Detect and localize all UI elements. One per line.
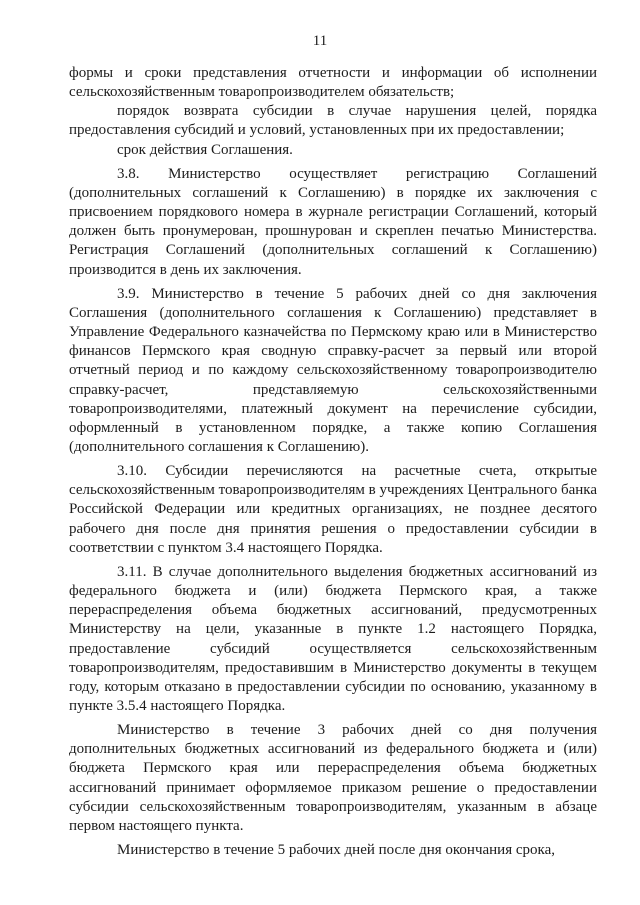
paragraph-reporting-forms: формы и сроки представления отчетности и информации об исполнении сельскохозяйственным товаропроизводителем обязательств; <box>69 65 597 101</box>
document-body <box>69 64 597 860</box>
paragraph-3-10: 3.10. Субсидии перечисляются на расчетные счета, открытые сельскохозяйственным товаропроизводителям в учреждениях Центрального банка Российской Федерации или кредитных организациях, не позднее десятого рабочего дня после дня принятия решения о предоставлении субсидии в соответствии с пунктом 3.4 настоящего Порядка. <box>69 463 597 556</box>
paragraph-3-11-ministry-decision: Министерство в течение 3 рабочих дней со дня получения дополнительных бюджетных ассигнований из федерального бюджета и (или) бюджета Пермского края или перераспределения объема бюджетных ассигнований принимает оформляемое приказом решение о предоставлении субсидии сельскохозяйственным товаропроизводителям, указанным в абзаце первом настоящего пункта. <box>69 722 597 834</box>
paragraph-return-procedure: порядок возврата субсидии в случае нарушения целей, порядка предоставления субсидий и условий, установленных при их предоставлении; <box>69 103 597 139</box>
paragraph-3-9: 3.9. Министерство в течение 5 рабочих дней со дня заключения Соглашения (дополнительного соглашения к Соглашению) представляет в Управление Федерального казначейства по Пермскому краю или в Министерство финансов Пермского края сводную справку-расчет за первый или второй отчетный период и по каждому сельскохозяйственному товаропроизводителю справку-расчет, представляемую сельскохозяйственными товаропроизводителями, платежный документ на перечисление субсидии, оформленный в установленном порядке, а также копию Соглашения (дополнительного соглашения к Соглашению). <box>69 285 597 455</box>
paragraph-agreement-term: срок действия Соглашения. <box>117 141 293 158</box>
page-number: 11 <box>312 33 328 49</box>
paragraph-3-11-ministry-deadline: Министерство в течение 5 рабочих дней после дня окончания срока, <box>117 842 555 859</box>
paragraph-3-11: 3.11. В случае дополнительного выделения бюджетных ассигнований из федерального бюджета и (или) бюджета Пермского края, а также перераспределения объема бюджетных ассигнований, предусмотренных Министерству на цели, указанные в пункте 1.2 настоящего Порядка, предоставление субсидий осуществляется сельскохозяйственным товаропроизводителям, предоставившим в Министерство документы в текущем году, которым отказано в предоставлении субсидии по основанию, указанному в пункте 3.5.4 настоящего Порядка. <box>69 563 597 714</box>
paragraph-3-8: 3.8. Министерство осуществляет регистрацию Соглашений (дополнительных соглашений к Соглашению) в порядке их заключения с присвоением порядкового номера в журнале регистрации Соглашений, который должен быть пронумерован, прошнурован и скреплен печатью Министерства. Регистрация Соглашений (дополнительных соглашений к Соглашению) производится в день их заключения. <box>69 165 597 278</box>
